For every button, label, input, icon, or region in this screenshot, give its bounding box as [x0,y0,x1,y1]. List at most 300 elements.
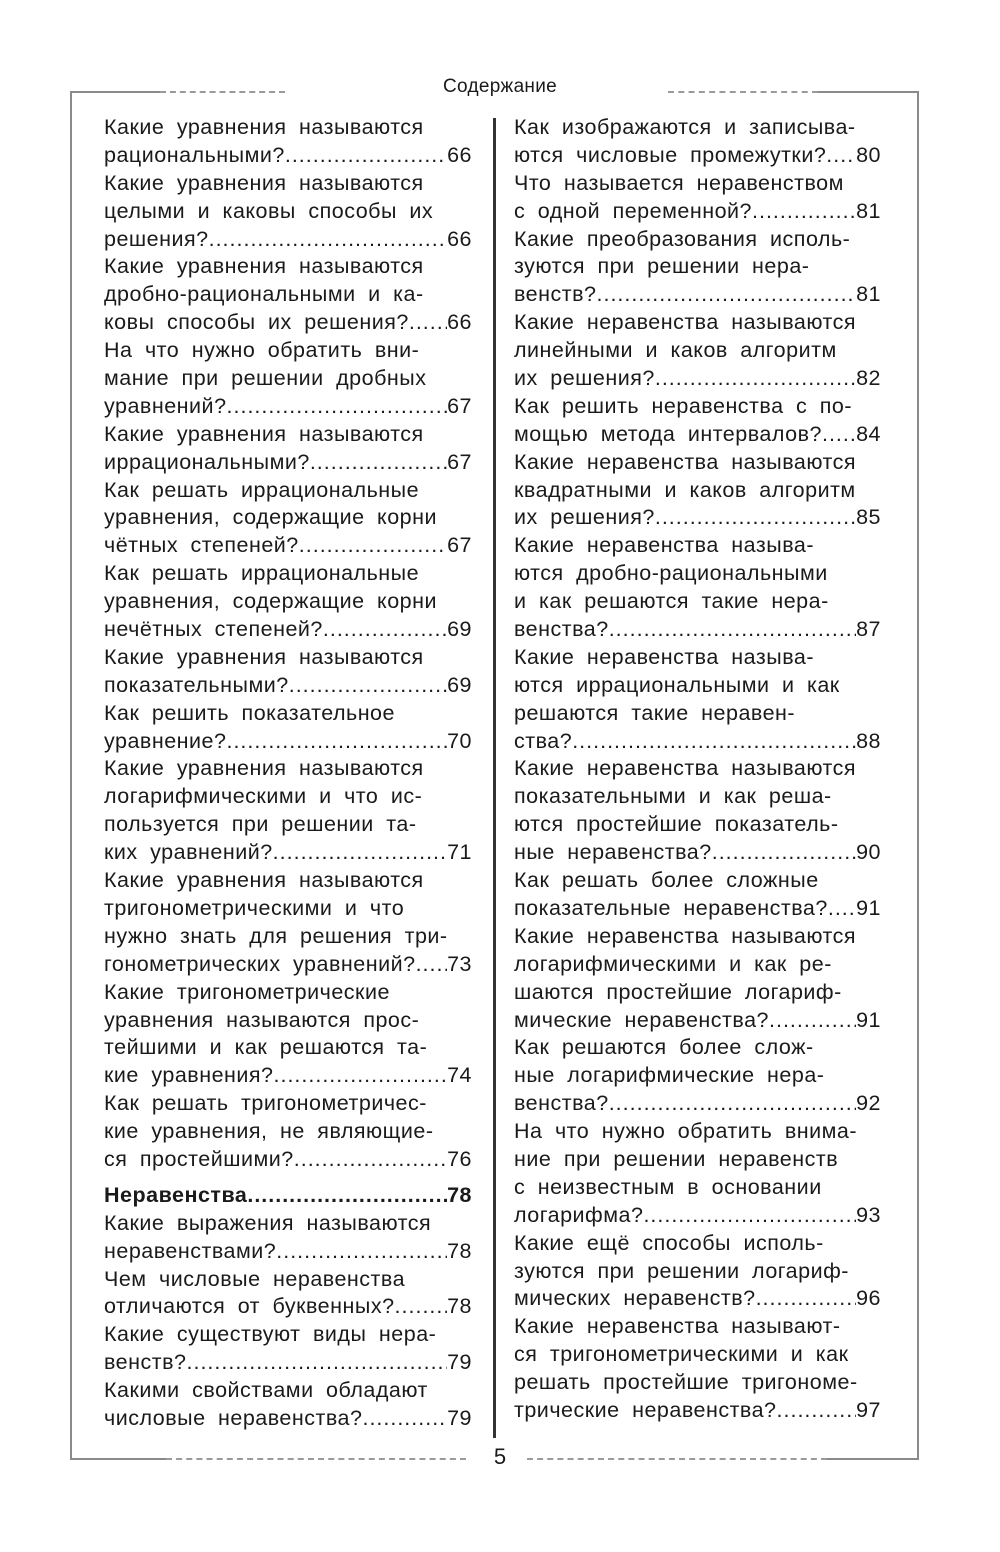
toc-line [104,365,472,393]
toc-entry-text: логарифмическими и что ис- [104,784,423,809]
toc-entry-text: Что называется неравенством [514,170,844,195]
toc-entry-text: ся простейшими? [104,1146,294,1171]
toc-entry-text: Какие уравнения называются [104,170,424,195]
toc-entry-text: мание при решении дробных [104,366,427,391]
toc-line [514,309,881,337]
leader-dots [247,1182,447,1210]
leader-dots [756,1285,857,1313]
toc-page-number: 66 [447,142,472,167]
toc-entry-text: с одной переменной? [514,198,752,223]
toc-entry-text: тейшими и как решаются та- [104,1035,428,1060]
leader-dots [777,1397,857,1425]
leader-dots [362,1405,447,1433]
page-number: 5 [493,1444,507,1469]
toc-entry[interactable] [104,700,472,756]
toc-line [514,1118,881,1146]
toc-page-number: 79 [447,1350,472,1375]
toc-line [514,867,881,895]
frame-dash-top-left [160,91,285,93]
toc-entry-text: с неизвестным в основании [514,1174,822,1199]
toc-entry-text: ются иррациональными и как [514,672,840,697]
leader-dots [609,1090,856,1118]
toc-entry-text: На что нужно обратить вни- [104,338,420,363]
leader-dots [655,504,856,532]
toc-entry[interactable] [514,1034,881,1118]
toc-entry-text: Как решать более сложные [514,868,819,893]
toc-line [514,839,881,867]
toc-page-number: 90 [856,840,881,865]
toc-line [104,477,472,505]
toc-line [514,1146,881,1174]
toc-line [514,728,881,756]
toc-line [104,1293,472,1321]
toc-entry-text: Чем числовые неравенства [104,1266,406,1291]
toc-line [104,839,472,867]
frame-dash-top-right [668,91,818,93]
toc-line [514,198,881,226]
toc-entry-text: квадратными и каков алгоритм [514,477,856,502]
leader-dots [273,839,447,867]
toc-entry[interactable] [104,644,472,700]
toc-line [514,1202,881,1230]
toc-entry-text: логарифма? [514,1202,644,1227]
toc-line [104,281,472,309]
toc-entry[interactable] [514,923,881,1035]
toc-entry-text: Как решать иррациональные [104,477,420,502]
toc-page-number: 91 [856,895,881,920]
leader-dots [294,1146,447,1174]
toc-line [514,1313,881,1341]
toc-entry-text: уравнения, содержащие корни [104,589,437,614]
toc-entry[interactable] [514,114,881,170]
leader-dots [187,1349,448,1377]
toc-entry[interactable] [514,644,881,756]
toc-line [514,1174,881,1202]
toc-line [104,1405,472,1433]
leader-dots [712,839,856,867]
toc-entry-text: ства? [514,728,573,753]
toc-entry-text: показательными и как реша- [514,784,832,809]
toc-entry-text: кие уравнения? [104,1063,274,1088]
toc-line [104,337,472,365]
toc-entry[interactable] [104,114,472,170]
toc-entry-text: ные неравенства? [514,840,712,865]
toc-line [514,616,881,644]
toc-line [104,226,472,254]
toc-entry-text: логарифмическими и как ре- [514,951,832,976]
toc-entry[interactable] [514,867,881,923]
toc-entry[interactable] [514,309,881,393]
toc-entry-text: их решения? [514,505,655,530]
toc-line [514,532,881,560]
toc-page-number: 87 [856,617,881,642]
toc-page-number: 66 [447,226,472,251]
toc-line [104,449,472,477]
leader-dots [227,393,448,421]
leader-dots [572,728,856,756]
toc-entry[interactable] [514,532,881,644]
toc-entry-text: трические неравенства? [514,1397,777,1422]
leader-dots [769,1007,856,1035]
toc-page-number: 73 [447,951,472,976]
leader-dots [285,142,447,170]
toc-page-number: 71 [447,840,472,865]
toc-line [104,532,472,560]
toc-entry[interactable] [104,755,472,867]
toc-left-column [104,114,472,1433]
leader-dots [826,142,856,170]
toc-line [104,979,472,1007]
toc-line [514,1090,881,1118]
leader-dots [274,1062,448,1090]
toc-entry-text: Как изображаются и записыва- [514,115,856,139]
toc-left-list [104,114,472,1174]
toc-entry-text: ся тригонометрическими и как [514,1342,849,1367]
toc-entry-text: уравнения называются прос- [104,1007,420,1032]
leader-dots [655,365,856,393]
toc-line [104,1034,472,1062]
toc-line [104,309,472,337]
toc-page-number: 67 [447,533,472,558]
toc-entry[interactable] [104,979,472,1091]
toc-entry[interactable] [104,867,472,979]
toc-entry-text: Какие неравенства называ- [514,533,814,558]
toc-entry-text: неравенствами? [104,1238,277,1263]
toc-page-number: 66 [447,310,472,335]
toc-entry-text: Как решить неравенства с по- [514,393,853,418]
toc-entry[interactable] [514,1230,881,1314]
toc-entry-text: пользуется при решении та- [104,812,417,837]
toc-line [104,616,472,644]
toc-page-number: 69 [447,617,472,642]
toc-entry-text: ются простейшие показатель- [514,812,839,837]
toc-entry-text: Какие неравенства называ- [514,644,814,669]
toc-page-number: 85 [856,505,881,530]
toc-line [104,644,472,672]
toc-entry-text: дробно-рациональными и ка- [104,282,424,307]
toc-page-number: 91 [856,1007,881,1032]
toc-line [104,1090,472,1118]
column-divider [493,118,496,1438]
toc-entry[interactable] [514,170,881,226]
toc-entry[interactable] [514,226,881,310]
toc-entry[interactable] [104,1321,472,1377]
toc-line [104,1238,472,1266]
toc-line [514,560,881,588]
toc-entry[interactable] [104,477,472,561]
toc-line [104,170,472,198]
toc-entry-text: нужно знать для решения три- [104,923,448,948]
toc-page-number: 81 [856,198,881,223]
toc-page-number: 93 [856,1202,881,1227]
toc-entry-text: уравнение? [104,728,227,753]
toc-line [514,588,881,616]
toc-line [104,1007,472,1035]
toc-entry-text: шаются простейшие логариф- [514,979,842,1004]
leader-dots [828,895,856,923]
toc-entry-text: Какие неравенства называются [514,756,856,781]
toc-right-column [514,114,881,1425]
toc-entry-text: мощью метода интервалов? [514,421,822,446]
toc-entry-text: тригонометрическими и что [104,895,405,920]
toc-entry-text: показательные неравенства? [514,895,828,920]
toc-line [514,170,881,198]
toc-entry[interactable] [104,337,472,421]
toc-page-number: 76 [447,1146,472,1171]
toc-entry-text: венства? [514,1091,609,1116]
leader-dots [209,226,447,254]
toc-page-number: 67 [447,449,472,474]
toc-line [104,560,472,588]
toc-line [514,1369,881,1397]
toc-line [514,449,881,477]
toc-entry[interactable] [104,170,472,254]
toc-line [514,700,881,728]
toc-entry-text: решаются такие неравен- [514,700,796,725]
toc-line [104,588,472,616]
toc-line [514,923,881,951]
toc-line [514,1258,881,1286]
toc-line [104,1146,472,1174]
leader-dots [752,198,856,226]
toc-section-heading[interactable] [104,1182,472,1210]
leader-dots [310,449,447,477]
toc-line [514,281,881,309]
toc-entry-text: Какие выражения называются [104,1210,432,1235]
toc-line [514,1285,881,1313]
toc-entry-text: Какие тригонометрические [104,979,390,1004]
toc-entry-text: Какие неравенства называют- [514,1314,841,1339]
toc-entry[interactable] [514,1118,881,1230]
toc-entry-text: целыми и каковы способы их [104,198,434,223]
frame-right [917,91,919,1460]
toc-entry[interactable] [104,1210,472,1266]
toc-entry-text: решать простейшие тригономе- [514,1370,858,1395]
toc-line [514,1397,881,1425]
leader-dots [395,1293,448,1321]
toc-line [514,811,881,839]
toc-line [104,755,472,783]
toc-page-number: 67 [447,393,472,418]
toc-entry-text: венств? [514,282,597,307]
toc-line [104,923,472,951]
toc-entry-text: нечётных степеней? [104,617,323,642]
toc-line [104,1377,472,1405]
toc-entry-text: венства? [514,617,609,642]
toc-line [514,477,881,505]
toc-entry-text: отличаются от буквенных? [104,1294,395,1319]
toc-line [514,755,881,783]
toc-entry-text: Какие преобразования исполь- [514,226,851,251]
section-title: Неравенства [104,1182,248,1207]
toc-entry-text: Какие уравнения называются [104,254,424,279]
toc-line [104,142,472,170]
toc-entry-text: зуются при решении логариф- [514,1258,849,1283]
toc-entry-text: ние при решении неравенств [514,1146,839,1171]
toc-line [514,1034,881,1062]
toc-entry-text: их решения? [514,366,655,391]
toc-entry-text: решения? [104,226,209,251]
toc-entry[interactable] [514,393,881,449]
frame-top-right [818,91,919,93]
frame-left [70,91,72,1460]
toc-left-list-after [104,1210,472,1433]
toc-page-number: 79 [447,1405,472,1430]
toc-entry[interactable] [104,1090,472,1174]
toc-line [514,226,881,254]
toc-entry-text: иррациональными? [104,449,310,474]
toc-line [104,895,472,923]
toc-entry-text: зуются при решении нера- [514,254,810,279]
toc-entry-text: Как решаются более слож- [514,1035,814,1060]
toc-entry-text: рациональными? [104,142,285,167]
leader-dots [276,1238,447,1266]
toc-page-number: 81 [856,282,881,307]
toc-line [104,700,472,728]
toc-line [104,114,472,142]
toc-line [104,867,472,895]
toc-line [514,142,881,170]
toc-line [104,421,472,449]
frame-top-left [70,91,160,93]
toc-entry-text: уравнения, содержащие корни [104,505,437,530]
toc-line [104,672,472,700]
toc-entry[interactable] [104,1377,472,1433]
toc-entry-text: венств? [104,1350,187,1375]
toc-page-number: 80 [856,142,881,167]
toc-entry[interactable] [104,560,472,644]
toc-line [514,644,881,672]
toc-entry-text: Какие неравенства называются [514,449,856,474]
toc-right-list [514,114,881,1425]
toc-entry-text: линейными и каков алгоритм [514,338,837,363]
leader-dots [416,951,448,979]
toc-line [104,783,472,811]
toc-page-number: 92 [856,1091,881,1116]
section-page: 78 [447,1182,472,1207]
toc-entry-text: кие уравнения, не являющие- [104,1119,434,1144]
toc-entry-text: показательными? [104,672,289,697]
toc-entry-text: Какие уравнения называются [104,115,424,139]
toc-entry-text: ковы способы их решения? [104,310,409,335]
toc-entry-text: и как решаются такие нера- [514,589,829,614]
toc-page-number: 84 [856,421,881,446]
toc-line [514,951,881,979]
toc-entry[interactable] [514,449,881,533]
toc-line [104,504,472,532]
toc-entry-text: Какими свойствами обладают [104,1378,428,1403]
toc-line [514,337,881,365]
toc-entry-text: ких уравнений? [104,840,273,865]
toc-entry-text: гонометрических уравнений? [104,951,416,976]
toc-line [104,811,472,839]
toc-entry-text: Как решать иррациональные [104,561,420,586]
toc-entry-text: ются числовые промежутки? [514,142,827,167]
toc-entry[interactable] [514,755,881,867]
toc-page-number: 70 [447,728,472,753]
leader-dots [289,672,447,700]
leader-dots [643,1202,856,1230]
toc-line [514,421,881,449]
toc-entry-text: уравнений? [104,393,227,418]
toc-page-number: 69 [447,672,472,697]
toc-entry-text: Как решить показательное [104,700,395,725]
toc-line [514,114,881,142]
toc-entry-text: Какие уравнения называются [104,868,424,893]
toc-line [104,1349,472,1377]
toc-entry-text: Какие уравнения называются [104,421,424,446]
toc-line [514,1230,881,1258]
toc-entry[interactable] [104,253,472,337]
toc-line [514,393,881,421]
toc-line [104,951,472,979]
toc-line [514,1341,881,1369]
toc-entry-text: Какие неравенства называются [514,310,856,335]
leader-dots [822,421,856,449]
toc-line [514,672,881,700]
toc-entry-text: Какие неравенства называются [514,923,856,948]
toc-page-number: 78 [447,1238,472,1263]
leader-dots [323,616,447,644]
toc-line [514,895,881,923]
toc-entry-text: Какие уравнения называются [104,756,424,781]
toc-entry-text: мических неравенств? [514,1286,756,1311]
toc-line [514,1062,881,1090]
toc-line [104,198,472,226]
toc-entry-text: Как решать тригонометричес- [104,1091,427,1116]
toc-line [514,365,881,393]
toc-line [104,253,472,281]
toc-line [514,253,881,281]
leader-dots [409,309,447,337]
toc-entry-text: Какие уравнения называются [104,644,424,669]
toc-line [514,979,881,1007]
toc-entry[interactable] [514,1313,881,1425]
leader-dots [226,728,447,756]
toc-entry-text: числовые неравенства? [104,1405,363,1430]
toc-line [104,1210,472,1238]
leader-dots [299,532,447,560]
toc-entry-text: чётных степеней? [104,533,299,558]
toc-line [514,1007,881,1035]
toc-entry-text: ются дробно-рациональными [514,561,828,586]
toc-page-number: 97 [856,1397,881,1422]
toc-entry-text: ные логарифмические нера- [514,1063,825,1088]
toc-entry[interactable] [104,1266,472,1322]
toc-line [104,1182,472,1210]
leader-dots [597,281,857,309]
toc-line [104,728,472,756]
toc-page-number: 96 [856,1286,881,1311]
leader-dots [609,616,856,644]
toc-entry-text: мические неравенства? [514,1007,769,1032]
toc-line [514,504,881,532]
toc-line [104,393,472,421]
toc-entry-text: Какие существуют виды нера- [104,1322,437,1347]
toc-line [104,1062,472,1090]
toc-entry-text: На что нужно обратить внима- [514,1119,858,1144]
toc-line [514,783,881,811]
toc-entry-text: Какие ещё способы исполь- [514,1230,824,1255]
toc-line [104,1118,472,1146]
page-header-title: Содержание [442,76,558,97]
toc-line [104,1266,472,1294]
toc-page-number: 78 [447,1294,472,1319]
toc-entry[interactable] [104,421,472,477]
toc-page-number: 88 [856,728,881,753]
toc-page-number: 82 [856,366,881,391]
toc-line [104,1321,472,1349]
